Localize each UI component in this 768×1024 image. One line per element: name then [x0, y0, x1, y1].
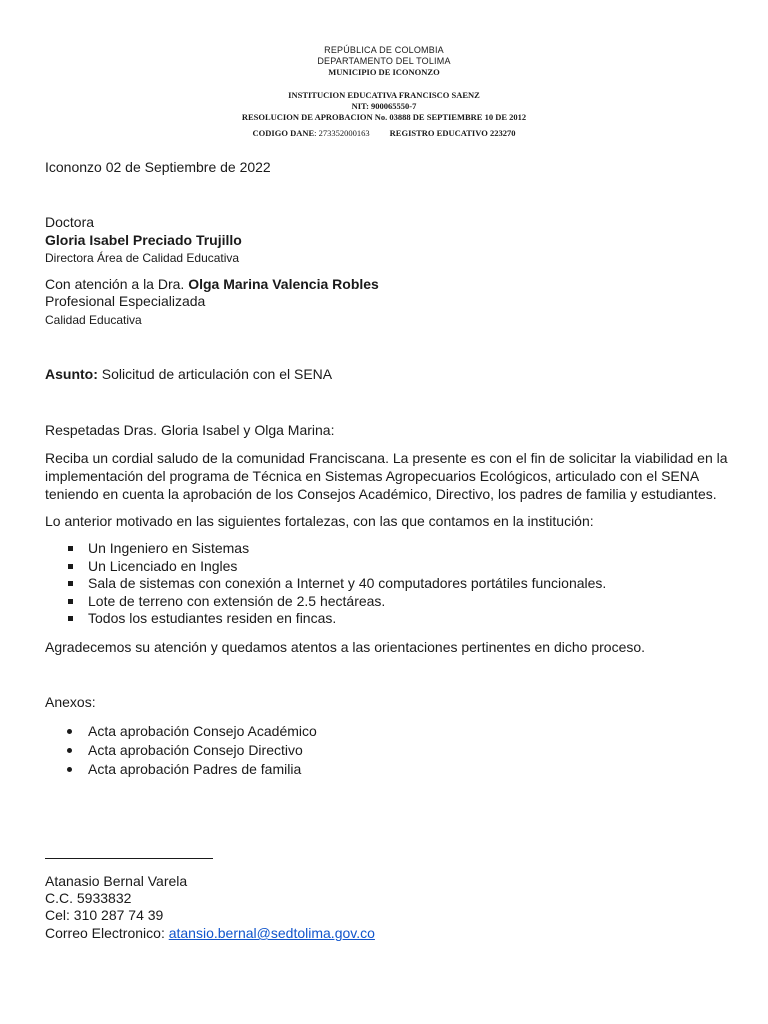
- letterhead-dane-label: CODIGO DANE: [252, 128, 315, 138]
- subject-label: Asunto:: [45, 366, 98, 382]
- signer-name: Atanasio Bernal Varela: [45, 873, 188, 889]
- email-link[interactable]: atansio.bernal@sedtolima.gov.co: [168, 925, 375, 941]
- letterhead-institution: INSTITUCION EDUCATIVA FRANCISCO SAENZ: [288, 90, 480, 100]
- subject-line: [45, 366, 332, 383]
- list-item: [45, 760, 317, 779]
- list-item-text: Lote de terreno con extensión de 2.5 hectáreas.: [88, 592, 386, 609]
- letterhead-dane-row: [253, 128, 516, 139]
- attention-area: Calidad Educativa: [45, 313, 142, 327]
- list-item: [45, 575, 606, 593]
- letterhead-registro: REGISTRO EDUCATIVO 223270: [389, 128, 516, 138]
- list-item: [45, 610, 606, 628]
- round-bullet-icon: [67, 767, 72, 772]
- list-item-text: Acta aprobación Consejo Académico: [88, 723, 317, 739]
- square-bullet-icon: [68, 616, 73, 621]
- place-date: Icononzo 02 de Septiembre de 2022: [45, 159, 271, 175]
- annexes-list: [45, 722, 317, 779]
- letterhead-dane-value: : 273352000163: [314, 128, 370, 138]
- letterhead-department: DEPARTAMENTO DEL TOLIMA: [317, 56, 451, 66]
- greeting: Respetadas Dras. Gloria Isabel y Olga Marina:: [45, 422, 335, 438]
- square-bullet-icon: [68, 581, 73, 586]
- signature-line: [45, 858, 213, 859]
- square-bullet-icon: [68, 546, 73, 551]
- email-label: Correo Electronico:: [45, 925, 169, 941]
- recipient-name: Gloria Isabel Preciado Trujillo: [45, 232, 242, 248]
- letterhead-municipality: MUNICIPIO DE ICONONZO: [328, 67, 440, 77]
- attention-name: Olga Marina Valencia Robles: [188, 276, 379, 292]
- strengths-list: [45, 540, 606, 628]
- list-item: [45, 593, 606, 611]
- list-item: [45, 558, 606, 576]
- list-item: [45, 722, 317, 741]
- signer-id: C.C. 5933832: [45, 890, 132, 906]
- paragraph-2: Lo anterior motivado en las siguientes fortalezas, con las que contamos en la institución:: [45, 513, 594, 529]
- attention-prefix: Con atención a la Dra.: [45, 276, 189, 292]
- list-item-text: Un Licenciado en Ingles: [88, 557, 238, 574]
- signer-email-line: [45, 925, 375, 942]
- list-item-text: Acta aprobación Padres de familia: [88, 761, 302, 777]
- letterhead: [0, 45, 768, 141]
- signer-phone: Cel: 310 287 74 39: [45, 907, 164, 923]
- list-item: [45, 540, 606, 558]
- square-bullet-icon: [68, 564, 73, 569]
- attention-role: Profesional Especializada: [45, 293, 206, 309]
- round-bullet-icon: [67, 729, 72, 734]
- letterhead-resolution: RESOLUCION DE APROBACION No. 03888 DE SEPTIEMBRE 10 DE 2012: [241, 112, 527, 122]
- list-item-text: Sala de sistemas con conexión a Internet y 40 computadores portátiles funcionales.: [88, 575, 607, 591]
- list-item: [45, 741, 317, 760]
- annexes-label: Anexos:: [45, 694, 96, 710]
- paragraph-1: Reciba un cordial saludo de la comunidad Franciscana. La presente es con el fin de solicitar la viabilidad en la implementación del programa de Técnica en Sistemas Agropecuarios Ecológicos, articulado con el SENA teniendo en cuenta la aprobación de los Consejos Académico, Directivo, los padres de familia y estudiantes.: [45, 450, 728, 502]
- list-item-text: Todos los estudiantes residen en fincas.: [88, 610, 337, 626]
- closing: Agradecemos su atención y quedamos atentos a las orientaciones pertinentes en dicho proceso.: [45, 639, 646, 655]
- letterhead-nit: NIT: 900065550-7: [351, 101, 417, 111]
- letterhead-country: REPÚBLICA DE COLOMBIA: [324, 45, 444, 55]
- subject-text: Solicitud de articulación con el SENA: [97, 366, 333, 382]
- recipient-role: Directora Área de Calidad Educativa: [45, 251, 240, 265]
- salutation-title: Doctora: [45, 214, 95, 230]
- list-item-text: Un Ingeniero en Sistemas: [88, 540, 250, 556]
- list-item-text: Acta aprobación Consejo Directivo: [88, 742, 303, 758]
- round-bullet-icon: [67, 748, 72, 753]
- square-bullet-icon: [68, 599, 73, 604]
- attention-line: [45, 276, 379, 293]
